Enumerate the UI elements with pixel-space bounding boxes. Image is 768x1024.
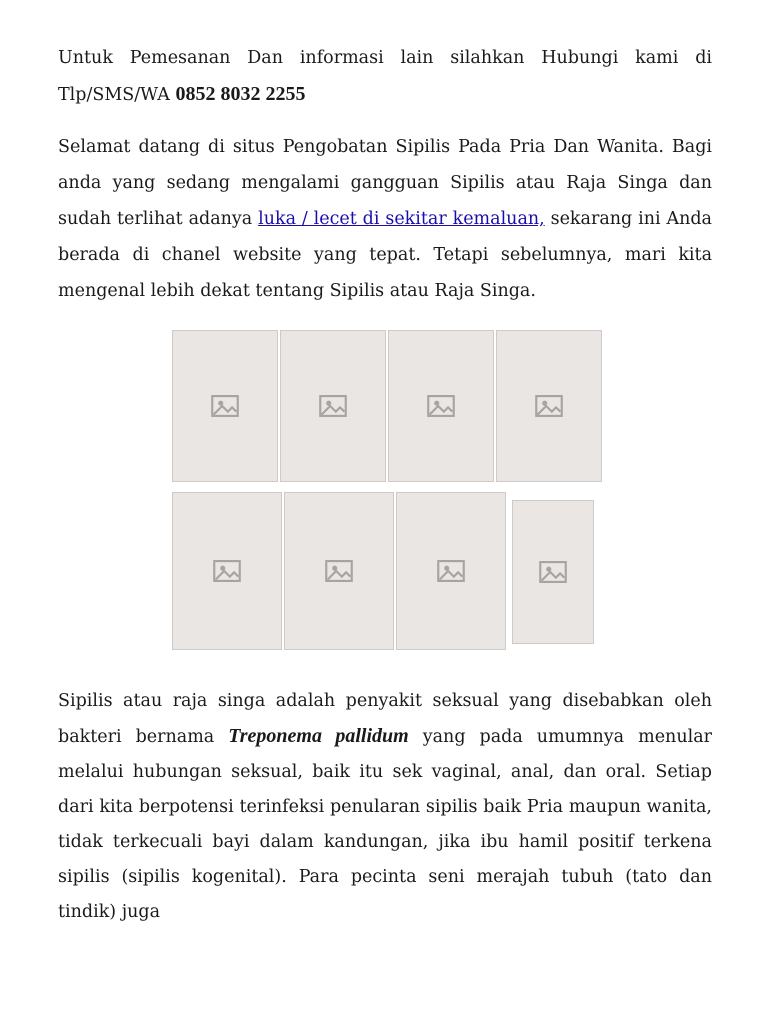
- scientific-name: Treponema pallidum: [228, 725, 409, 747]
- phone-number: 0852 8032 2255: [175, 83, 306, 105]
- contact-paragraph: [58, 40, 712, 113]
- document-page: [58, 40, 712, 309]
- image-icon: [322, 554, 356, 588]
- image-icon: [208, 389, 242, 423]
- body-text-after-term: yang pada umumnya menular melalui hubungan seksual, baik itu sek vaginal, anal, dan oral. Setiap dari kita berpotensi terinfeksi penularan sipilis baik Pria maupun wanita, tidak terkecuali bayi dalam kandungan, jika ibu hamil positif terkena sipilis (sipilis kogenital). Para pecinta seni merajah tubuh (tato dan tindik) juga: [58, 727, 712, 922]
- image-icon: [424, 389, 458, 423]
- body-paragraph: [58, 684, 712, 930]
- photo-grid-placeholder: [172, 330, 600, 648]
- image-icon: [536, 555, 570, 589]
- image-icon: [532, 389, 566, 423]
- image-icon: [434, 554, 468, 588]
- image-placeholder: [496, 330, 602, 482]
- image-placeholder: [396, 492, 506, 650]
- image-icon: [316, 389, 350, 423]
- intro-paragraph: [58, 129, 712, 309]
- intro-text-after-link: sekarang ini Anda berada di chanel website yang tepat. Tetapi sebelumnya, mari kita mengenal lebih dekat tentang Sipilis atau Raja Singa.: [58, 209, 712, 301]
- contact-text: Untuk Pemesanan Dan informasi lain silahkan Hubungi kami di Tlp/SMS/WA: [58, 48, 712, 105]
- intro-text-before-link: Selamat datang di situs Pengobatan Sipilis Pada Pria Dan Wanita. Bagi anda yang sedang mengalami gangguan Sipilis atau Raja Singa dan sudah terlihat adanya: [58, 137, 712, 229]
- image-placeholder: [172, 330, 278, 482]
- image-placeholder: [284, 492, 394, 650]
- image-placeholder: [172, 492, 282, 650]
- sores-link[interactable]: luka / lecet di sekitar kemaluan,: [258, 209, 545, 229]
- image-placeholder: [388, 330, 494, 482]
- image-placeholder: [280, 330, 386, 482]
- image-icon: [210, 554, 244, 588]
- image-placeholder: [512, 500, 594, 644]
- body-text-before-term: Sipilis atau raja singa adalah penyakit seksual yang disebabkan oleh bakteri bernama: [58, 691, 712, 747]
